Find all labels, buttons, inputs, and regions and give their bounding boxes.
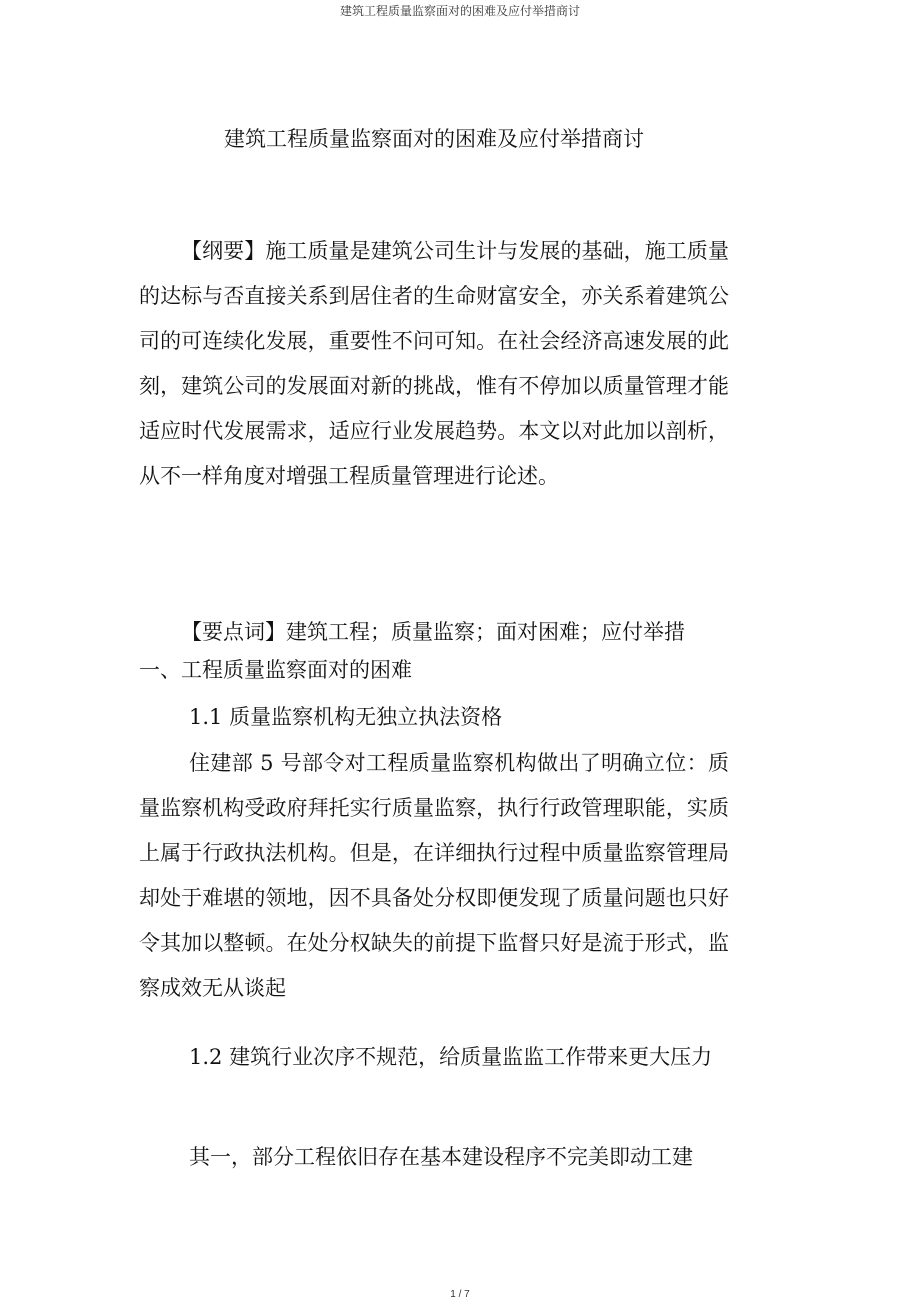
running-header: 建筑工程质量监察面对的困难及应付举措商讨: [339, 4, 580, 18]
abstract-paragraph: 【纲要】施工质量是建筑公司生计与发展的基础，施工质量的达标与否直接关系到居住者的生命财富安全，亦关系着建筑公司的可连续化发展，重要性不问可知。在社会经济高速发展的此刻，建筑公司的发展面对新的挑战，惟有不停加以质量管理才能适应时代发展需求，适应行业发展趋势。本文以对此加以剖析，从不一样角度对增强工程质量管理进行论述。: [139, 239, 729, 488]
section-heading-1: 一、工程质量监察面对的困难: [139, 658, 412, 682]
subsection-heading-1-2: 1.2 建筑行业次序不规范，给质量监监工作带来更大压力: [189, 1045, 713, 1069]
subsection-heading-1-1: 1.1 质量监察机构无独立执法资格: [189, 705, 503, 729]
document-title: 建筑工程质量监察面对的困难及应付举措商讨: [224, 127, 644, 151]
page-number: 1 / 7: [450, 1289, 470, 1300]
body-paragraph-1: 住建部 5 号部令对工程质量监察机构做出了明确立位：质量监察机构受政府拜托实行质量监察，执行行政管理职能，实质上属于行政执法机构。但是，在详细执行过程中质量监察管理局却处于难堪的领地，因不具备处分权即便发现了质量问题也只好令其加以整顿。在处分权缺失的前提下监督只好是流于形式，监察成效无从谈起: [139, 751, 729, 1000]
keywords-line: 【要点词】建筑工程；质量监察；面对困难；应付举措: [181, 620, 685, 644]
body-paragraph-2: 其一，部分工程依旧存在基本建设程序不完美即动工建: [189, 1145, 693, 1169]
